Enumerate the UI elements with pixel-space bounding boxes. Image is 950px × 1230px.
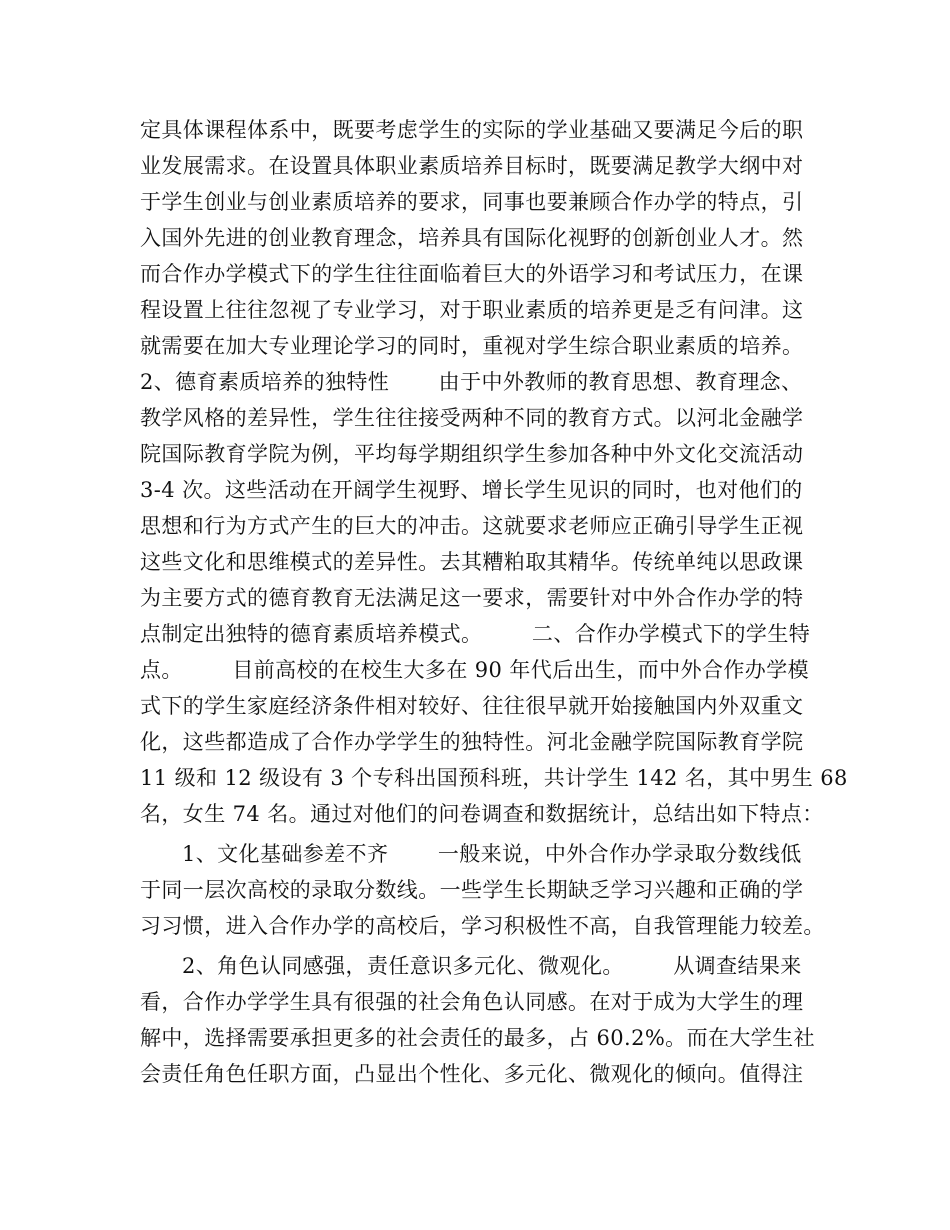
section-heading-line: 1、文化基础参差不齐 一般来说，中外合作办学录取分数线低 — [182, 842, 802, 866]
text-line: 点制定出独特的德育素质培养模式。 二、合作办学模式下的学生特 — [140, 622, 811, 646]
text-line: 业发展需求。在设置具体职业素质培养目标时，既要满足教学大纲中对 — [140, 154, 804, 178]
text-line: 院国际教育学院为例，平均每学期组织学生参加各种中外文化交流活动 — [140, 442, 804, 466]
section-heading-line: 2、德育素质培养的独特性 由于中外教师的教育思想、教育理念、 — [140, 370, 803, 394]
text-line: 程设置上往往忽视了专业学习，对于职业素质的培养更是乏有问津。这 — [140, 298, 804, 322]
text-line: 3-4 次。这些活动在开阔学生视野、增长学生见识的同时，也对他们的 — [140, 478, 803, 502]
text-line: 名，女生 74 名。通过对他们的问卷调查和数据统计，总结出如下特点： — [140, 802, 824, 826]
text-line: 看，合作办学学生具有很强的社会角色认同感。在对于成为大学生的理 — [140, 990, 804, 1014]
text-line: 式下的学生家庭经济条件相对较好、往往很早就开始接触国内外双重文 — [140, 694, 804, 718]
text-line: 而合作办学模式下的学生往往面临着巨大的外语学习和考试压力，在课 — [140, 262, 804, 286]
text-line: 于同一层次高校的录取分数线。一些学生长期缺乏学习兴趣和正确的学 — [140, 878, 804, 902]
text-line: 解中，选择需要承担更多的社会责任的最多，占 60.2%。而在大学生社 — [140, 1026, 815, 1050]
text-line: 11 级和 12 级设有 3 个专科出国预科班，共计学生 142 名，其中男生 68 — [140, 766, 848, 790]
text-line: 为主要方式的德育教育无法满足这一要求，需要针对中外合作办学的特 — [140, 586, 804, 610]
text-line: 会责任角色任职方面，凸显出个性化、多元化、微观化的倾向。值得注 — [140, 1062, 804, 1086]
text-line: 化，这些都造成了合作办学学生的独特性。河北金融学院国际教育学院 — [140, 730, 804, 754]
text-line: 思想和行为方式产生的巨大的冲击。这就要求老师应正确引导学生正视 — [140, 514, 804, 538]
text-line: 就需要在加大专业理论学习的同时，重视对学生综合职业素质的培养。 — [140, 334, 804, 358]
text-line: 于学生创业与创业素质培养的要求，同事也要兼顾合作办学的特点，引 — [140, 190, 804, 214]
text-line: 教学风格的差异性，学生往往接受两种不同的教育方式。以河北金融学 — [140, 406, 804, 430]
text-line: 定具体课程体系中，既要考虑学生的实际的学业基础又要满足今后的职 — [140, 118, 804, 142]
section-heading-line: 2、角色认同感强，责任意识多元化、微观化。 从调查结果来 — [182, 954, 802, 978]
text-line: 这些文化和思维模式的差异性。去其糟粕取其精华。传统单纯以思政课 — [140, 550, 804, 574]
text-line: 习习惯，进入合作办学的高校后，学习积极性不高，自我管理能力较差。 — [140, 914, 825, 938]
text-line: 点。 目前高校的在校生大多在 90 年代后出生，而中外合作办学模 — [140, 658, 809, 682]
text-line: 入国外先进的创业教育理念，培养具有国际化视野的创新创业人才。然 — [140, 226, 804, 250]
